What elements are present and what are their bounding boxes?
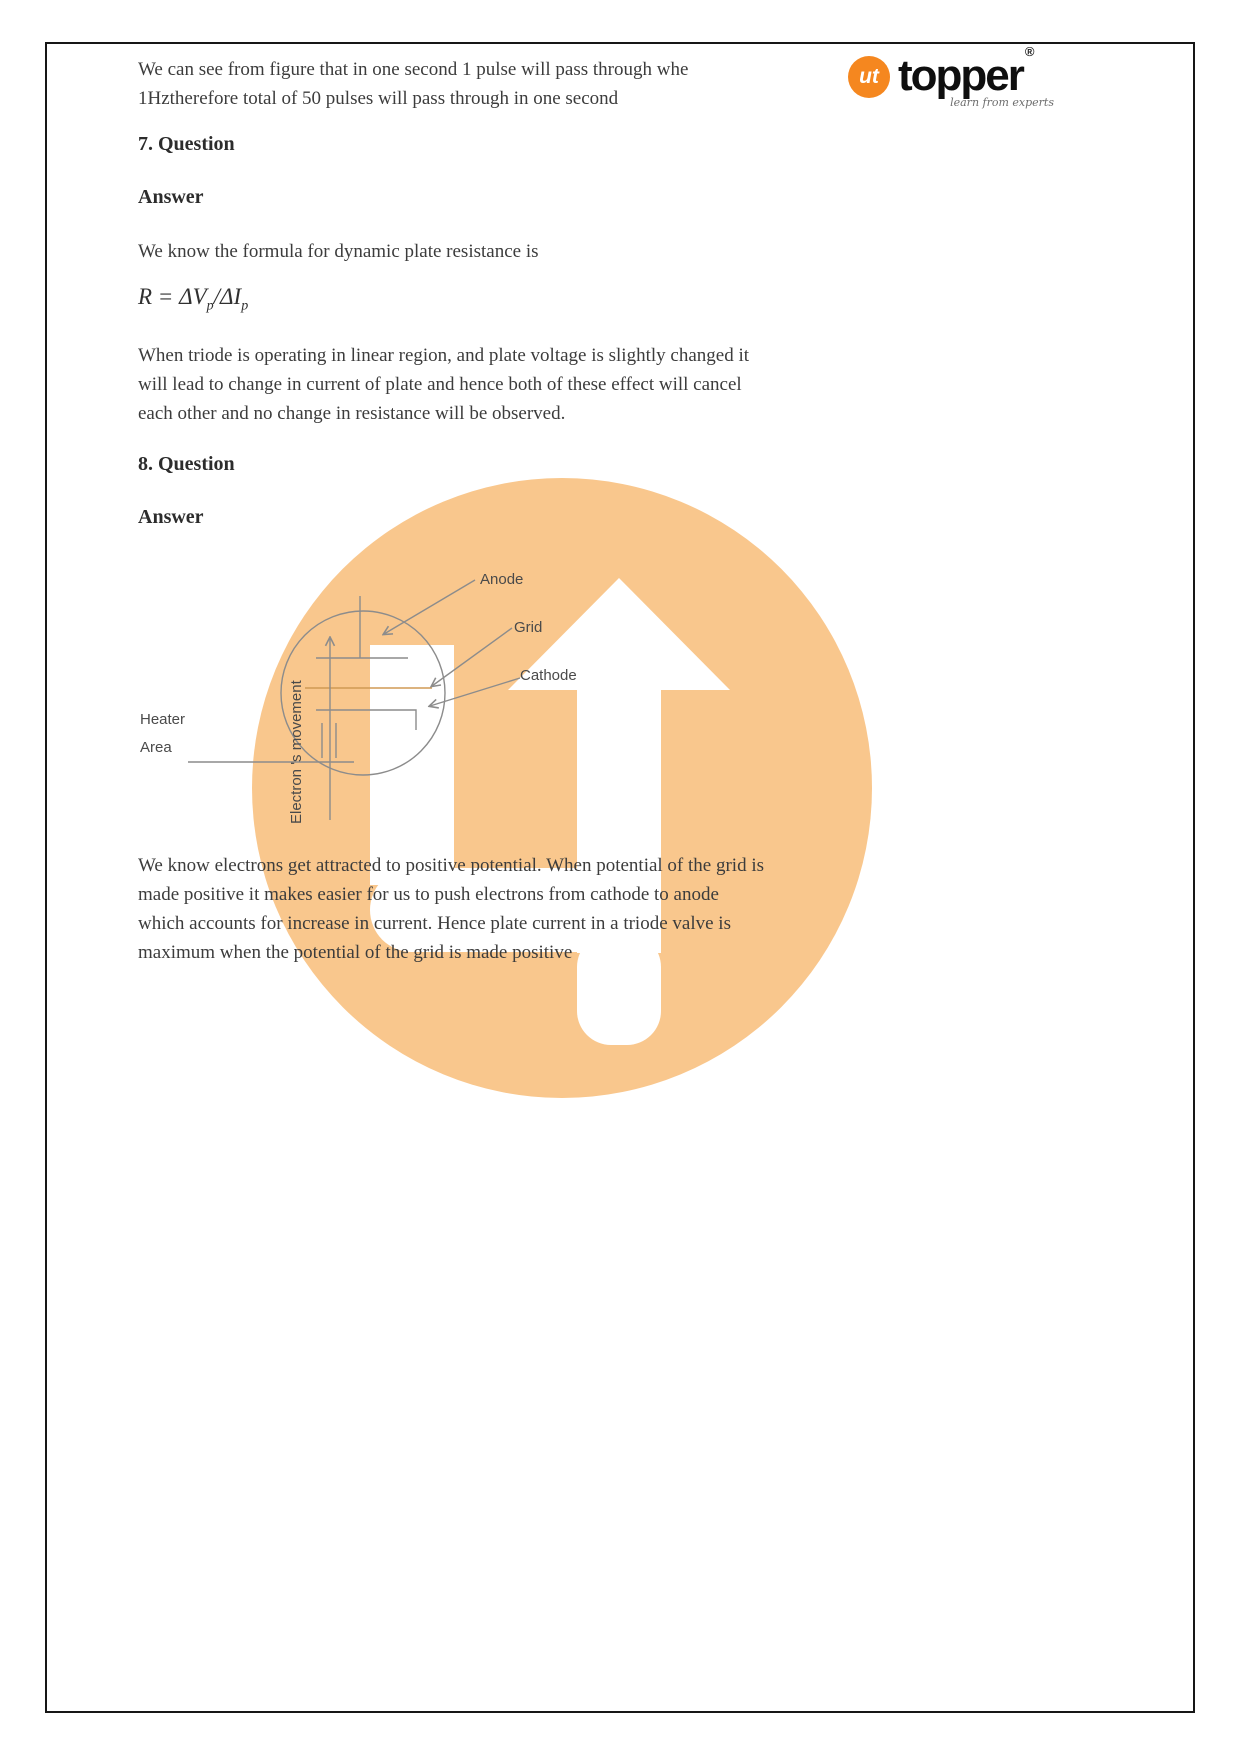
q8-body-line-1: We know electrons get attracted to positive potential. When potential of the grid is bbox=[138, 855, 764, 876]
cathode-line bbox=[316, 710, 416, 730]
formula-part-2: /ΔI bbox=[213, 284, 242, 309]
question-8-heading: 8. Question bbox=[138, 453, 235, 475]
plate-resistance-formula bbox=[138, 282, 248, 321]
triode-valve-diagram bbox=[130, 558, 690, 848]
question-7-body bbox=[138, 341, 978, 428]
intro-line-1: We can see from figure that in one second 1 pulse will pass through whe bbox=[138, 59, 689, 80]
registered-mark: ® bbox=[1024, 44, 1033, 60]
heater-filament-lines bbox=[322, 723, 336, 758]
q8-body-line-3: which accounts for increase in current. Hence plate current in a triode valve is bbox=[138, 913, 731, 934]
heater-label-line2: Area bbox=[140, 739, 172, 756]
formula-subscript-2: p bbox=[241, 298, 249, 314]
q7-body-line-3: each other and no change in resistance will be observed. bbox=[138, 403, 566, 424]
question-7-heading: 7. Question bbox=[138, 133, 235, 155]
q8-body-line-4: maximum when the potential of the grid is made positive bbox=[138, 942, 573, 963]
logo-monogram: ut bbox=[859, 65, 879, 88]
question-7-answer-label: Answer bbox=[138, 186, 204, 208]
intro-paragraph bbox=[138, 55, 688, 113]
topper-logo bbox=[848, 44, 1058, 126]
logo-brand-text: topper ® bbox=[898, 44, 1033, 100]
grid-pointer-line bbox=[432, 628, 512, 686]
formula-subscript-1: p bbox=[206, 298, 214, 314]
anode-label: Anode bbox=[480, 571, 524, 588]
q7-body-line-1: When triode is operating in linear region, and plate voltage is slightly changed it bbox=[138, 345, 749, 366]
anode-pointer-line bbox=[384, 580, 475, 634]
cathode-label: Cathode bbox=[520, 667, 577, 684]
topper-monogram-icon bbox=[848, 56, 890, 98]
electron-movement-label: Electron 's movement bbox=[288, 680, 305, 824]
question-8-body bbox=[138, 851, 998, 967]
intro-line-2: 1Hztherefore total of 50 pulses will pass through in one second bbox=[138, 88, 619, 109]
formula-part-1: R = ΔV bbox=[138, 284, 207, 309]
question-7-lead: We know the formula for dynamic plate resistance is bbox=[138, 241, 539, 262]
heater-label-line1: Heater bbox=[140, 711, 186, 728]
logo-tagline: learn from experts bbox=[950, 96, 1054, 109]
grid-label: Grid bbox=[514, 619, 543, 636]
q7-body-line-2: will lead to change in current of plate and hence both of these effect will cancel bbox=[138, 374, 742, 395]
question-8-answer-label: Answer bbox=[138, 506, 204, 528]
cathode-pointer-line bbox=[430, 678, 520, 706]
q8-body-line-2: made positive it makes easier for us to push electrons from cathode to anode bbox=[138, 884, 719, 905]
